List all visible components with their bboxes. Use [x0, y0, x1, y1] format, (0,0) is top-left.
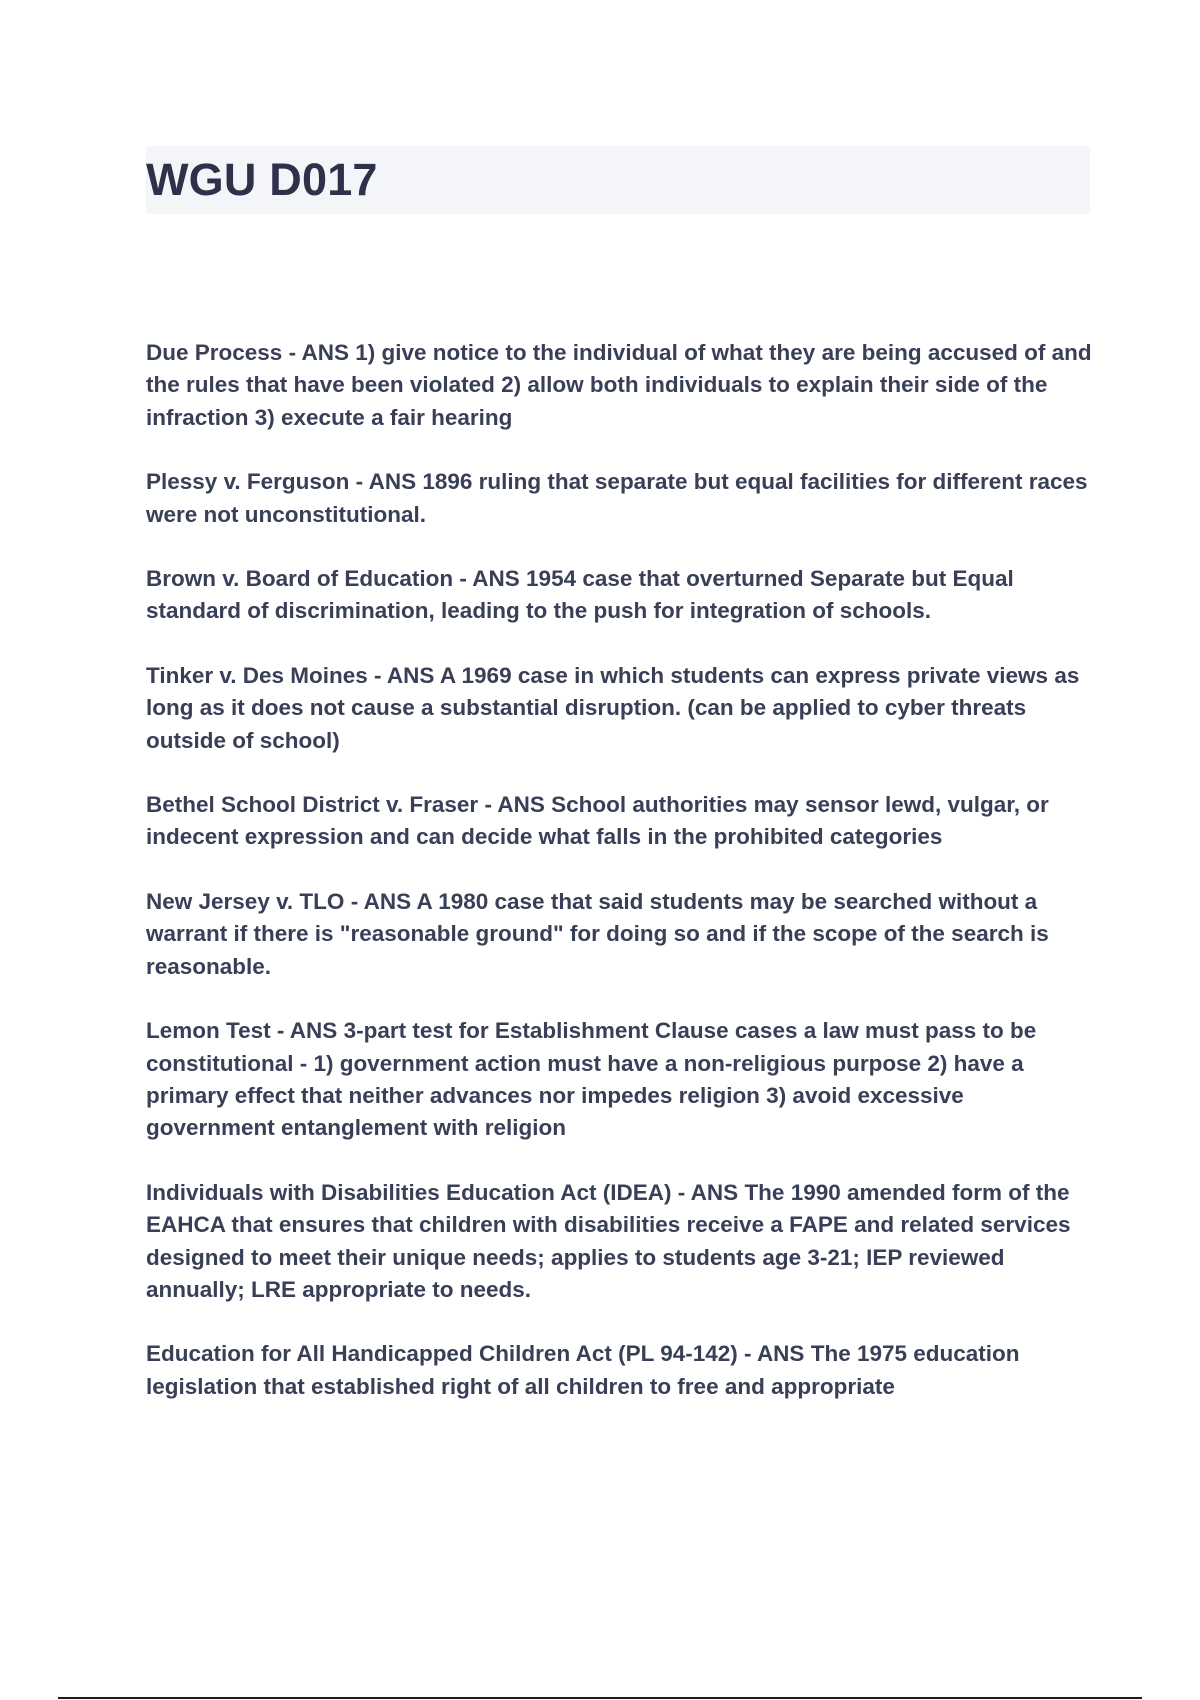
answer-label: ANS: [289, 1018, 338, 1044]
qa-entry: Individuals with Disabilities Education Act (IDEA) - ANS The 1990 amended form of the EAHCA that ensures that children with disabilities receive a FAPE and related services designed to meet their unique needs; applies to students age 3-21; IEP reviewed annually; LRE appropriate to needs.: [146, 1179, 1071, 1302]
qa-entry: New Jersey v. TLO - ANS A 1980 case that said students may be searched without a warrant if there is "reasonable ground" for doing so and if the scope of the search is reasonable.: [146, 888, 1049, 979]
title-banner: [146, 146, 1090, 214]
qa-entry: Due Process - ANS 1) give notice to the individual of what they are being accused of and the rules that have been violated 2) allow both individuals to explain their side of the infraction 3) execute a fair hearing: [146, 340, 1092, 430]
entry-definition: 3-part test for Establishment Clause cases a law must pass to be constitutional - 1) government action must have a non-religious purpose 2) have a primary effect that neither advances nor impedes religion 3) avoid excessive government entanglement with religion: [146, 1018, 1037, 1141]
entry-term: Bethel School District v. Fraser: [146, 792, 479, 818]
entry-definition: A 1969 case in which students can express private views as long as it does not cause a substantial disruption. (can be applied to cyber threats outside of school): [146, 662, 1080, 753]
document-title: WGU D017: [146, 154, 378, 205]
page-divider: [58, 1697, 1142, 1699]
entry-definition: 1) give notice to the individual of what they are being accused of and the rules that have been violated 2) allow both individuals to explain their side of the infraction 3) execute a fair hearing: [146, 340, 1092, 430]
qa-entry: Education for All Handicapped Children Act (PL 94-142) - ANS The 1975 education legislation that established right of all children to free and appropriate: [146, 1341, 1020, 1399]
answer-label: ANS: [368, 469, 417, 495]
entry-definition: A 1980 case that said students may be searched without a warrant if there is "reasonable ground" for doing so and if the scope of the search is reasonable.: [146, 888, 1049, 979]
qa-entry: Plessy v. Ferguson - ANS 1896 ruling that separate but equal facilities for different races were not unconstitutional.: [146, 469, 1088, 527]
qa-entry: Lemon Test - ANS 3-part test for Establishment Clause cases a law must pass to be constitutional - 1) government action must have a non-religious purpose 2) have a primary effect that neither advances nor impedes religion 3) avoid excessive government entanglement with religion: [146, 1018, 1037, 1141]
answer-label: ANS: [363, 888, 412, 914]
entry-definition: School authorities may sensor lewd, vulgar, or indecent expression and can decide what falls in the prohibited categories: [146, 792, 1049, 850]
entry-definition: The 1990 amended form of the EAHCA that ensures that children with disabilities receive a FAPE and related services designed to meet their unique needs; applies to students age 3-21; IEP reviewed annually; LRE appropriate to needs.: [146, 1179, 1071, 1302]
entry-term: Education for All Handicapped Children Act (PL 94-142): [146, 1341, 738, 1367]
qa-entry: Bethel School District v. Fraser - ANS School authorities may sensor lewd, vulgar, or indecent expression and can decide what falls in the prohibited categories: [146, 792, 1049, 850]
entry-term: Due Process: [146, 340, 283, 365]
entry-term: Tinker v. Des Moines: [146, 662, 368, 688]
entry-term: Lemon Test: [146, 1018, 271, 1044]
entry-term: Individuals with Disabilities Education Act (IDEA): [146, 1179, 672, 1205]
entry-term: New Jersey v. TLO: [146, 888, 345, 914]
entry-definition: The 1975 education legislation that established right of all children to free and appropriate: [146, 1341, 1020, 1399]
answer-label: ANS: [756, 1341, 805, 1367]
qa-entry: Tinker v. Des Moines - ANS A 1969 case in which students can express private views as long as it does not cause a substantial disruption. (can be applied to cyber threats outside of school): [146, 662, 1080, 753]
answer-label: ANS: [472, 566, 520, 592]
answer-label: ANS: [386, 662, 435, 688]
answer-label: ANS: [301, 340, 350, 365]
entry-definition: 1896 ruling that separate but equal facilities for different races were not unconstitutional.: [146, 469, 1088, 527]
answer-label: ANS: [690, 1179, 739, 1205]
entry-term: Brown v. Board of Education: [146, 566, 454, 592]
entry-term: Plessy v. Ferguson: [146, 469, 350, 495]
qa-list: [146, 337, 1096, 1435]
entry-definition: 1954 case that overturned Separate but Equal standard of discrimination, leading to the push for integration of schools.: [146, 566, 1014, 624]
answer-label: ANS: [497, 792, 545, 818]
qa-entry: Brown v. Board of Education - ANS 1954 case that overturned Separate but Equal standard of discrimination, leading to the push for integration of schools.: [146, 566, 1014, 624]
